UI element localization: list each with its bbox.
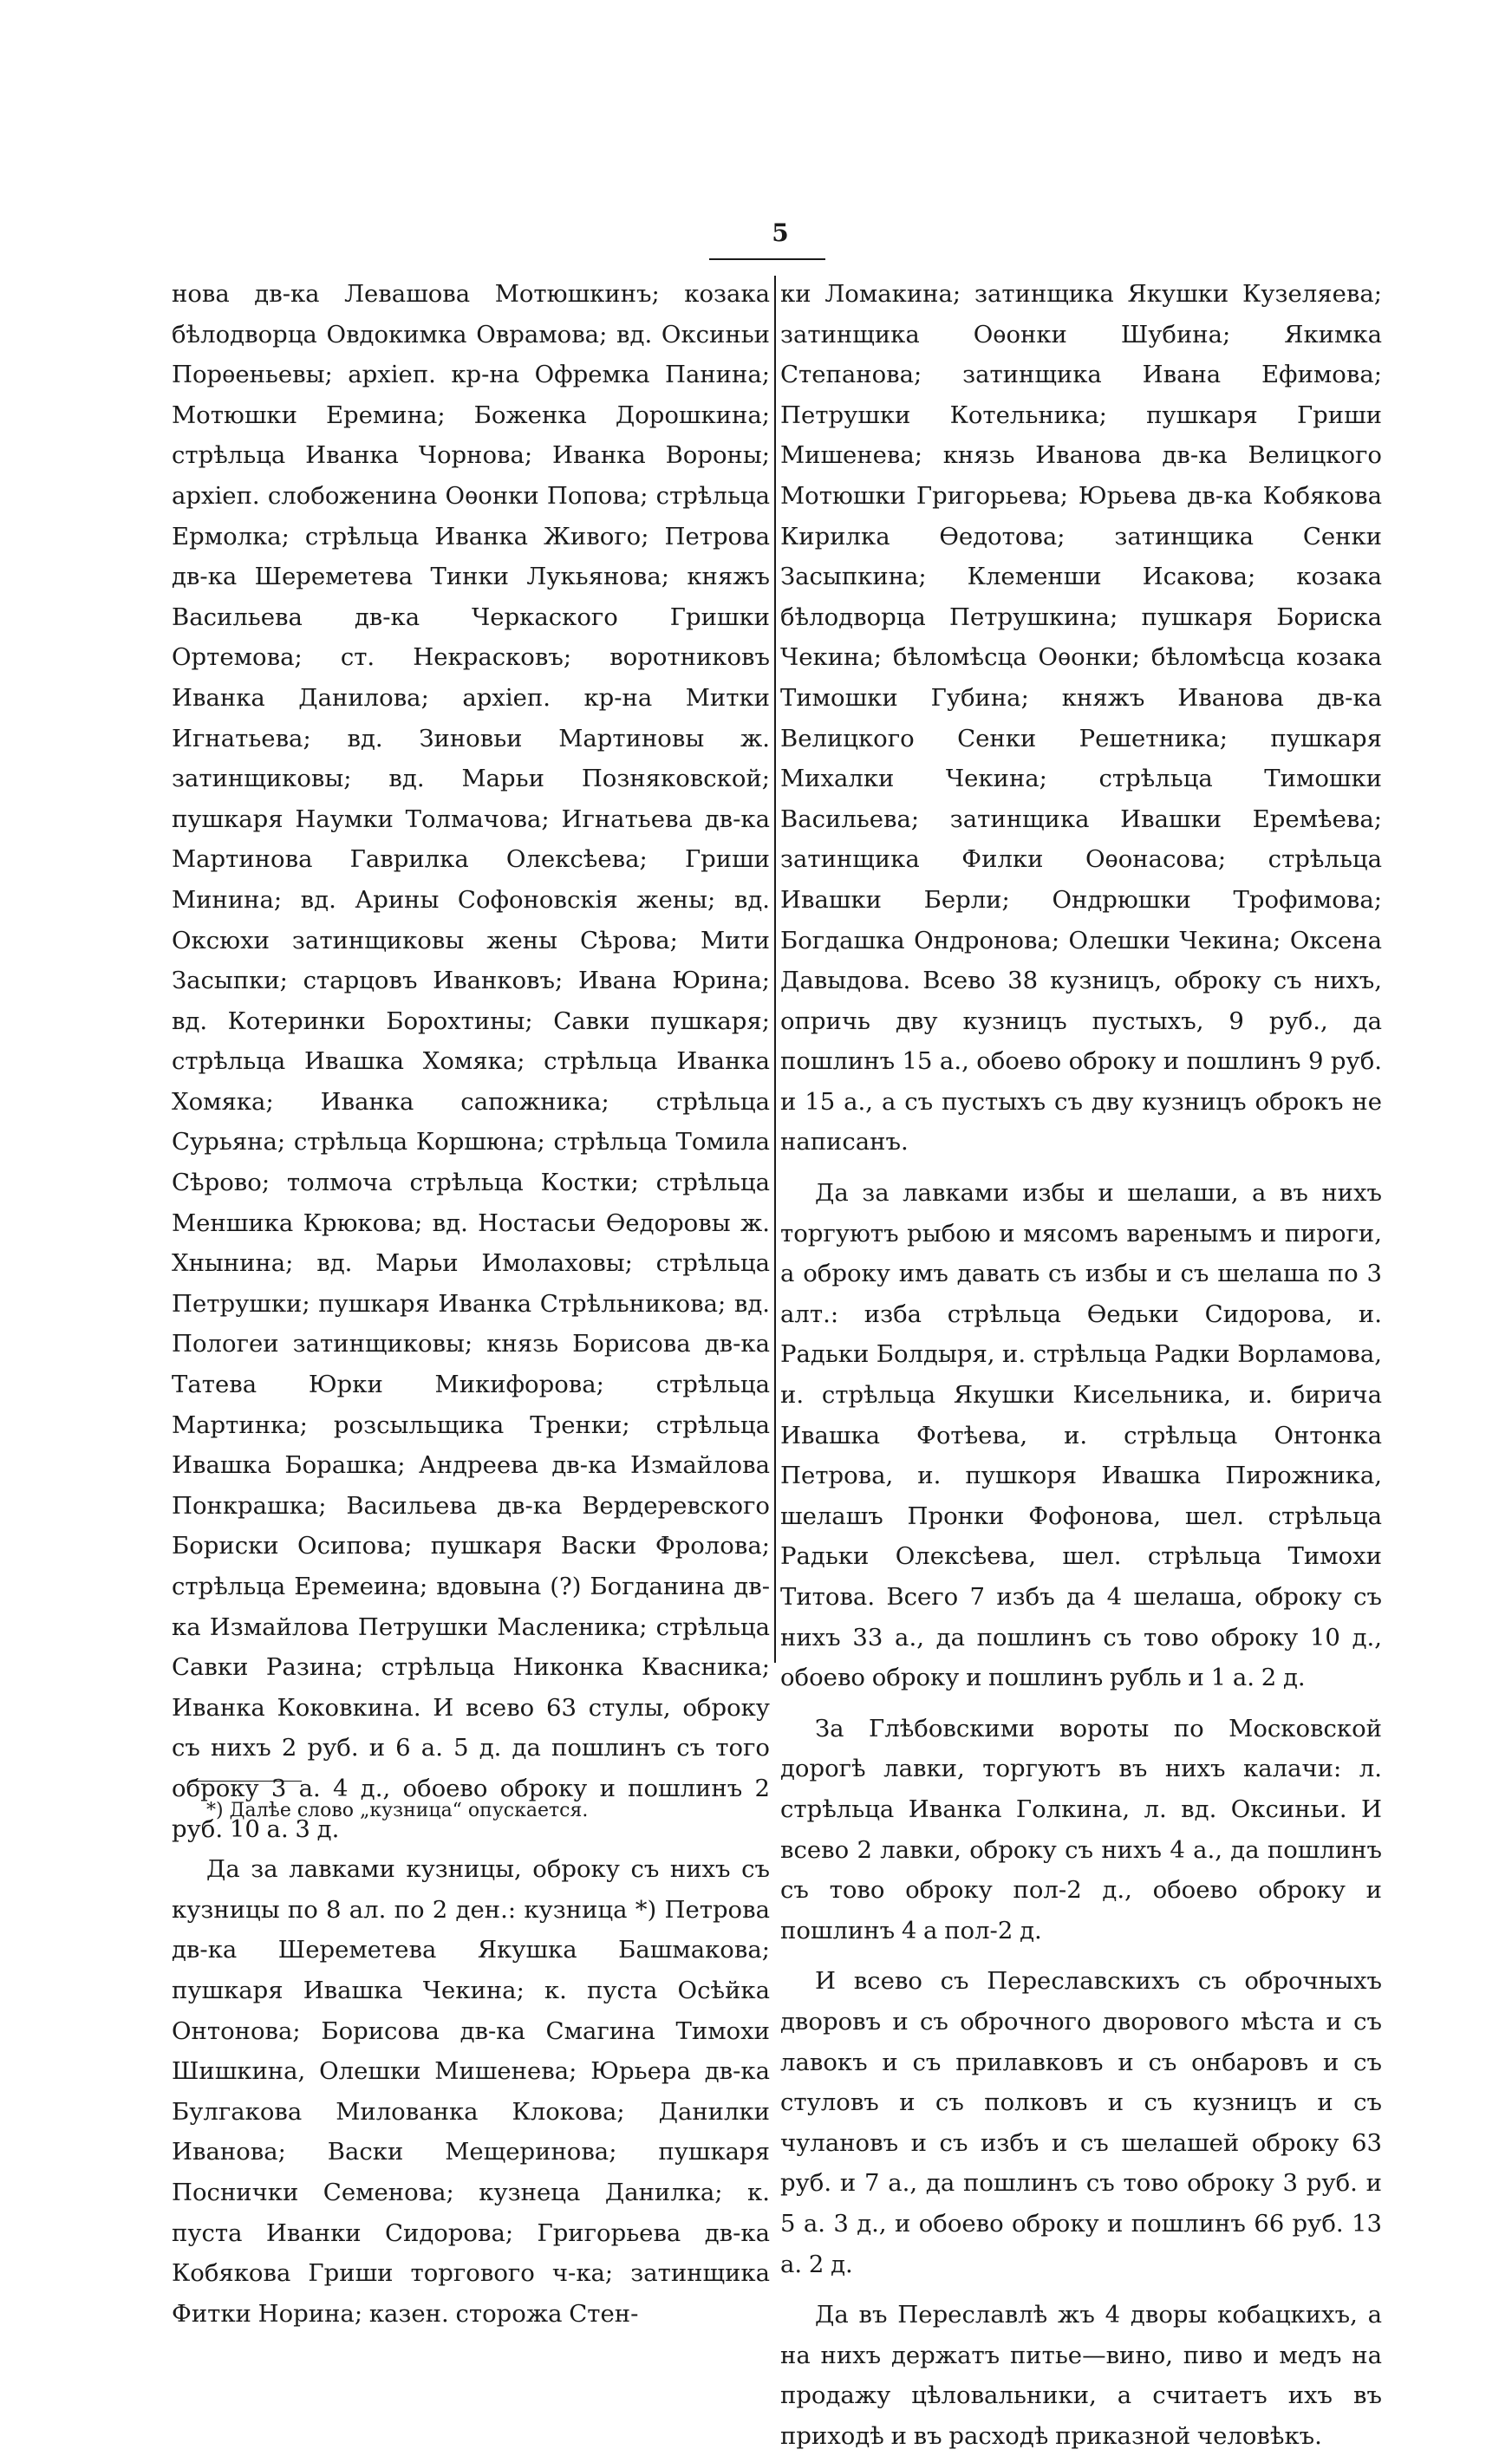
column-divider [774,276,776,1663]
footnote: *) Далѣе слово „кузница“ опускается. [206,1800,589,1821]
right-paragraph-3: За Глѣбовскими вороты по Московской дорогѣ лавки, торгуютъ въ нихъ калачи: л. стрѣльца Иванка Голкина, л. вд. Оксиньи. И всево 2 лавки, оброку съ нихъ 4 а., да пошлинъ съ тово оброку пол-2 д., обоево оброку и пошлинъ 4 а пол-2 д. [780,1714,1382,1945]
left-paragraph-2: Да за лавками кузницы, оброку съ нихъ съ кузницы по 8 ал. по 2 ден.: кузница *) Петрова дв-ка Шереметева Якушка Башмакова; пушкаря Ивашка Чекина; к. пуста Осѣйка Онтонова; Борисова дв-ка Смагина Тимохи Шишкина, Олешки Мишенева; Юрьера дв-ка Булгакова Милованка Клокова; Данилки Иванова; Васки Мещеринова; пушкаря Поснички Семенова; кузнеца Данилка; к. пуста Иванки Сидорова; Григорьева дв-ка Кобякова Гриши торгового ч-ка; затинщика Фитки Норина; казен. сторожа Стен- [172,1855,770,2328]
footnote-rule [189,1781,302,1782]
right-paragraph-1: ки Ломакина; затинщика Якушки Кузеляева; затинщика Оѳонки Шубина; Якимка Степанова; затинщика Ивана Ефимова; Петрушки Котельника; пушкаря Гриши Мишенева; князь Иванова дв-ка Велицкого Мотюшки Григорьева; Юрьева дв-ка Кобякова Кирилка Ѳедотова; затинщика Сенки Засыпкина; Клеменши Исакова; козака бѣлодворца Петрушкина; пушкаря Бориска Чекина; бѣломѣсца Оѳонки; бѣломѣсца козака Тимошки Губина; княжъ Иванова дв-ка Велицкого Сенки Решетника; пушкаря Михалки Чекина; стрѣльца Тимошки Васильева; затинщика Ивашки Еремѣева; затинщика Филки Оѳонасова; стрѣльца Ивашки Берли; Ондрюшки Трофимова; Богдашка Ондронова; Олешки Чекина; Оксена Давыдова. Всево 38 кузницъ, оброку съ нихъ, опричь дву кузницъ пустыхъ, 9 руб., да пошлинъ 15 а., обоево оброку и пошлинъ 9 руб. и 15 а., а съ пустыхъ съ дву кузницъ оброкъ не написанъ. [780,280,1382,1156]
left-column [172,274,770,2334]
right-paragraph-4: И всево съ Переславскихъ съ оброчныхъ дворовъ и съ оброчного дворового мѣста и съ лавокъ и съ прилавковъ и съ онбаровъ и съ стуловъ и съ полковъ и съ кузницъ и съ чулановъ и съ избъ и съ шелашей оброку 63 руб. и 7 а., да пошлинъ съ тово оброку 3 руб. и 5 а. 3 д., и обоево оброку и пошлинъ 66 руб. 13 а. 2 д. [780,1967,1382,2278]
right-column [780,274,1382,2456]
page-number: 5 [772,218,789,247]
right-paragraph-5: Да въ Переславлѣ жъ 4 дворы кобацкихъ, а на нихъ держатъ питье—вино, пиво и медъ на продажу цѣловальники, а считаетъ ихъ въ приходѣ и въ расходѣ приказной человѣкъ. [780,2301,1382,2450]
header-rule [709,258,825,260]
left-paragraph-1: нова дв-ка Левашова Мотюшкинъ; козака бѣлодворца Овдокимка Оврамова; вд. Оксиньи Порѳеньевы; архіеп. кр-на Офремка Панина; Мотюшки Еремина; Боженка Дорошкина; стрѣльца Иванка Чорнова; Иванка Вороны; архіеп. слобоженина Оѳонки Попова; стрѣльца Ермолка; стрѣльца Иванка Живого; Петрова дв-ка Шереметева Тинки Лукьянова; княжъ Васильева дв-ка Черкаского Гришки Ортемова; ст. Некрасковъ; воротниковъ Иванка Данилова; архіеп. кр-на Митки Игнатьева; вд. Зиновьи Мартиновы ж. затинщиковы; вд. Марьи Позняковской; пушкаря Наумки Толмачова; Игнатьева дв-ка Мартинова Гаврилка Олексѣева; Гриши Минина; вд. Арины Софоновскія жены; вд. Оксюхи затинщиковы жены Сѣрова; Мити Засыпки; старцовъ Иванковъ; Ивана Юрина; вд. Котеринки Борохтины; Савки пушкаря; стрѣльца Ивашка Хомяка; стрѣльца Иванка Хомяка; Иванка сапожника; стрѣльца Сурьяна; стрѣльца Коршюна; стрѣльца Томила Сѣрово; толмоча стрѣльца Костки; стрѣльца Меншика Крюкова; вд. Ностасьи Ѳедоровы ж. Хнынина; вд. Марьи Имолаховы; стрѣльца Петрушки; пушкаря Иванка Стрѣльникова; вд. Пологеи затинщиковы; князь Борисова дв-ка Татева Юрки Микифорова; стрѣльца Мартинка; розсыльщика Тренки; стрѣльца Ивашка Борашка; Андреева дв-ка Измайлова Понкрашка; Васильева дв-ка Вердеревского Бориски Осипова; пушкаря Васки Фролова; стрѣльца Еремеина; вдовына (?) Богданина дв-ка Измайлова Петрушки Масленика; стрѣльца Савки Разина; стрѣльца Никонка Квасника; Иванка Коковкина. И всево 63 стулы, оброку съ нихъ 2 руб. и 6 а. 5 д. да пошлинъ съ того оброку 3 а. 4 д., обоево оброку и пошлинъ 2 руб. 10 а. 3 д. [172,280,770,1843]
right-paragraph-2: Да за лавками избы и шелаши, а въ нихъ торгуютъ рыбою и мясомъ варенымъ и пироги, а оброку имъ давать съ избы и съ шелаша по 3 алт.: изба стрѣльца Ѳедьки Сидорова, и. Радьки Болдыря, и. стрѣльца Радки Ворламова, и. стрѣльца Якушки Кисельника, и. бирича Ивашка Фотѣева, и. стрѣльца Онтонка Петрова, и. пушкоря Ивашка Пирожника, шелашъ Пронки Фофонова, шел. стрѣльца Радьки Олексѣева, шел. стрѣльца Тимохи Титова. Всего 7 избъ да 4 шелаша, оброку съ нихъ 33 а., да пошлинъ съ тово оброку 10 д., обоево оброку и пошлинъ рубль и 1 а. 2 д. [780,1179,1382,1692]
